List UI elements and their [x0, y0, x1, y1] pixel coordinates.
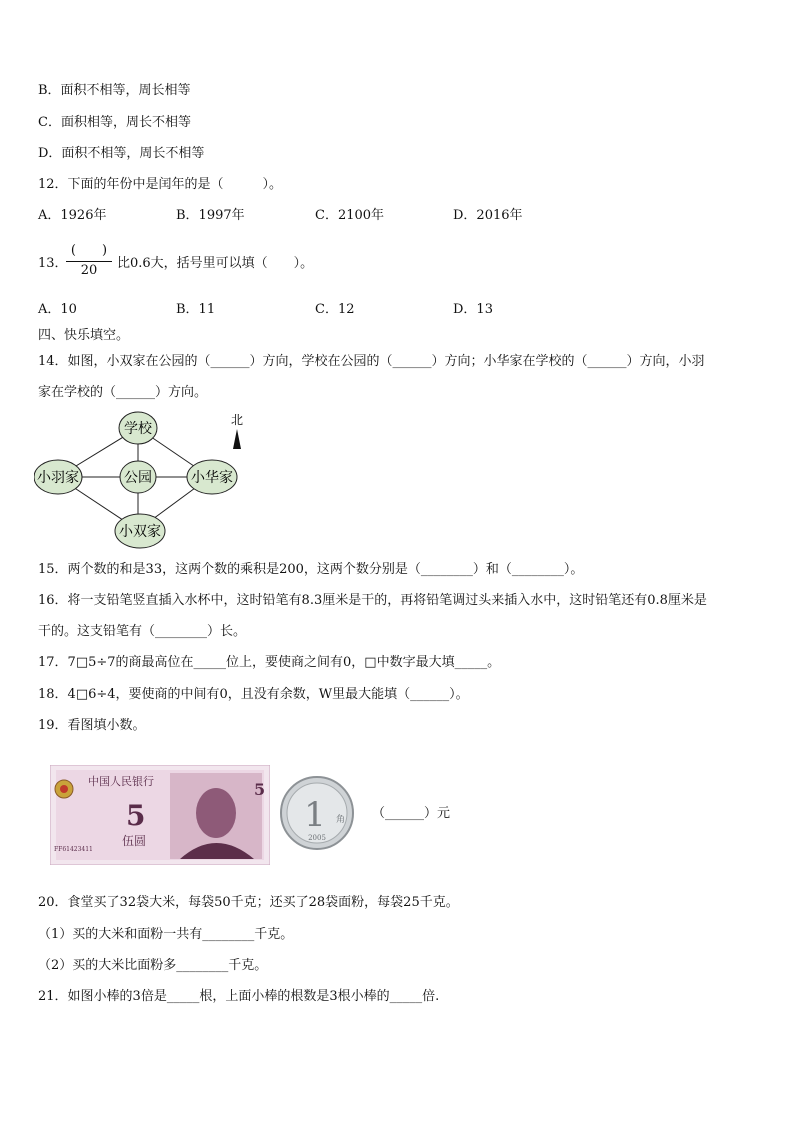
north-indicator	[231, 413, 243, 449]
banknote-denomination: 5	[126, 799, 146, 832]
coin-year: 2005	[308, 834, 326, 842]
node-park-label: 公园	[124, 470, 152, 486]
banknote-denomination-text: 伍圆	[122, 834, 147, 848]
q12-option-b: B．1997年	[176, 208, 245, 223]
node-xiaoyu-label: 小羽家	[37, 470, 79, 486]
node-xiaoshuang-home	[115, 514, 165, 548]
option-c: C．面积相等，周长不相等	[38, 115, 191, 130]
question-15: 15．两个数的和是33，这两个数的乘积是200，这两个数分别是（________）和（________）。	[38, 562, 584, 577]
north-arrow-icon	[233, 429, 241, 449]
question-19-answer: （______）元	[372, 806, 451, 821]
node-xiaohua-home	[187, 460, 237, 494]
question-16-line1: 16．将一支铅笔竖直插入水杯中，这时铅笔有8.3厘米是干的，再将铅笔调过头来插入水中，这时铅笔还有0.8厘米是	[38, 593, 707, 608]
q13-option-b: B．11	[176, 302, 216, 317]
question-14-line2: 家在学校的（______）方向。	[38, 385, 208, 400]
question-16-line2: 干的。这支铅笔有（________）长。	[38, 624, 247, 639]
question-14-line1: 14．如图，小双家在公园的（______）方向，学校在公园的（______）方向；小华家在学校的（______）方向，小羽	[38, 354, 705, 369]
north-label: 北	[230, 413, 244, 427]
q12-option-c: C．2100年	[315, 208, 385, 223]
option-b: B．面积不相等，周长相等	[38, 83, 191, 98]
q13-fraction	[64, 242, 114, 279]
q12-option-a: A．1926年	[38, 208, 107, 223]
banknote-header: 中国人民银行	[88, 775, 154, 788]
question-13-text: 比0.6大，括号里可以填（ ）。	[117, 256, 314, 271]
banknote-serial: FF61423411	[54, 846, 93, 853]
question-20: 20．食堂买了32袋大米，每袋50千克；还买了28袋面粉，每袋25千克。	[38, 895, 459, 910]
q12-option-d: D．2016年	[453, 208, 523, 223]
question-21: 21．如图小棒的3倍是_____根，上面小棒的根数是3根小棒的_____倍.	[38, 989, 440, 1004]
node-xiaoyu-home	[34, 460, 82, 494]
question-20-part-1: （1）买的大米和面粉一共有________千克。	[38, 927, 294, 942]
coin-value: 1	[304, 795, 326, 835]
question-17: 17．7□5÷7的商最高位在_____位上，要使商之间有0，□中数字最大填_____。	[38, 655, 501, 670]
question-13-number: 13．	[38, 256, 68, 271]
node-xiaohua-label: 小华家	[191, 470, 233, 486]
question-20-part-2: （2）买的大米比面粉多________千克。	[38, 958, 268, 973]
node-school	[119, 412, 157, 444]
q13-option-c: C．12	[315, 302, 355, 317]
node-park	[120, 461, 156, 493]
q13-option-d: D．13	[453, 302, 493, 317]
national-emblem-icon	[55, 780, 73, 798]
one-jiao-coin	[278, 774, 356, 852]
direction-diagram	[34, 405, 250, 555]
fraction-bar	[66, 261, 112, 262]
q13-option-a: A．10	[38, 302, 77, 317]
q13-fraction-numerator: ( )	[70, 243, 108, 258]
question-18: 18．4□6÷4，要使商的中间有0，且没有余数，W里最大能填（______）。	[38, 687, 469, 702]
banknote-corner-denomination: 5	[254, 780, 266, 799]
question-12: 12．下面的年份中是闰年的是（ ）。	[38, 177, 283, 192]
section-4-heading: 四、快乐填空。	[38, 328, 130, 343]
node-school-label: 学校	[124, 421, 152, 437]
q13-fraction-denominator: 20	[80, 263, 98, 278]
portrait-image	[170, 773, 262, 859]
node-xiaoshuang-label: 小双家	[119, 524, 161, 540]
coin-unit: 角	[336, 815, 346, 825]
five-yuan-banknote	[50, 765, 270, 865]
option-d: D．面积不相等，周长不相等	[38, 146, 205, 161]
question-19: 19．看图填小数。	[38, 718, 146, 733]
